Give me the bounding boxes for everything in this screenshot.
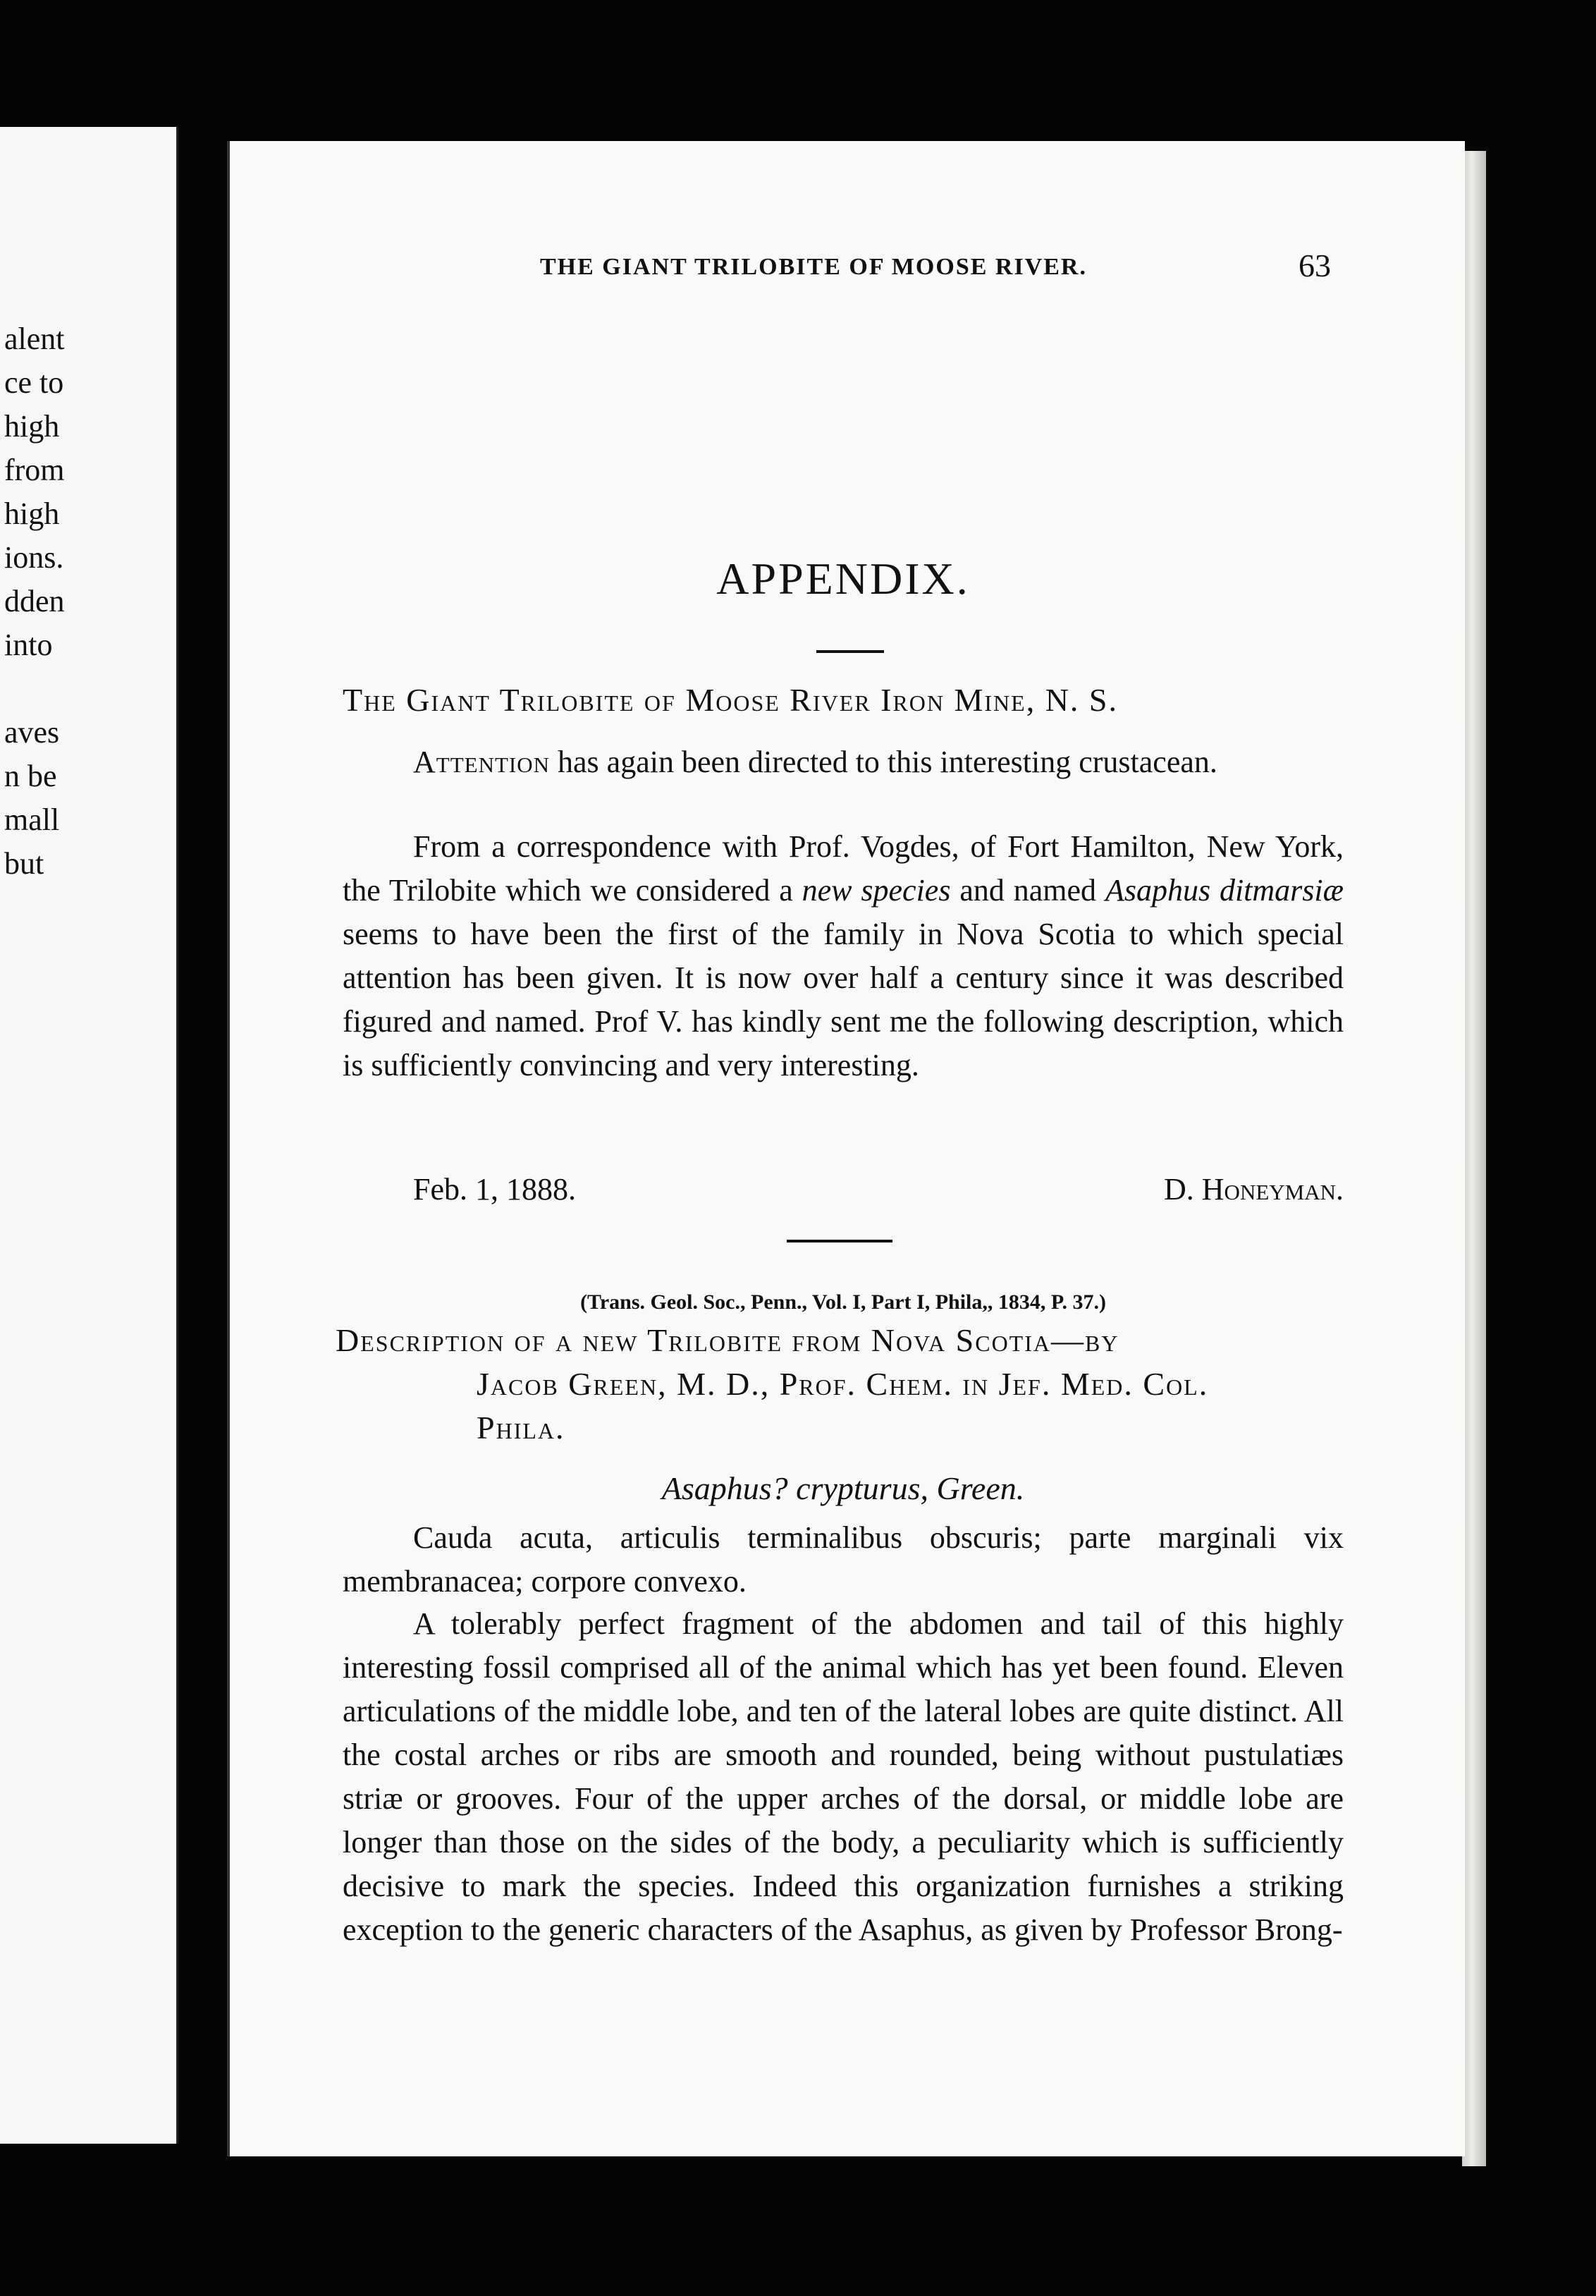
- running-head: THE GIANT TRILOBITE OF MOOSE RIVER.: [540, 254, 1087, 280]
- book-page: [227, 141, 1465, 2156]
- facing-line-gap: [4, 667, 65, 711]
- facing-line: alent: [4, 322, 65, 356]
- heading-line: Jacob Green, M. D., Prof. Chem. in Jef. Med. Col.: [477, 1366, 1209, 1402]
- species-name: Asaphus ditmarsiæ: [1105, 873, 1344, 908]
- paragraph-text: From a correspondence with Prof. Vogdes, of Fort Hamilton, New York, the Trilobite which we considered a: [343, 829, 1344, 908]
- date: Feb. 1, 1888.: [413, 1172, 576, 1207]
- facing-page: [0, 127, 178, 2144]
- paragraph-correspondence: [343, 825, 1344, 1087]
- signoff: [413, 1168, 1344, 1211]
- facing-page-text: [4, 317, 65, 886]
- facing-line: dden: [4, 584, 65, 618]
- paragraph-text: seems to have been the first of the family in Nova Scotia to which special attention has been given. It is now over half a century since it was described figured and named. Prof V. has kindly sent me the following description, which is sufficiently convincing and very interesting.: [343, 917, 1344, 1082]
- signature: D. Honeyman.: [1164, 1172, 1344, 1207]
- facing-line: aves: [4, 715, 60, 750]
- italic-text: new species: [802, 873, 951, 908]
- heading-line: Description of a new Trilobite from Nova Scotia—by: [336, 1322, 1119, 1358]
- facing-line: ions.: [4, 540, 64, 575]
- facing-line: high: [4, 496, 60, 531]
- facing-line: into: [4, 628, 53, 662]
- citation: (Trans. Geol. Soc., Penn., Vol. I, Part I, Phila,, 1834, P. 37.): [580, 1290, 1106, 1314]
- facing-line: but: [4, 846, 44, 881]
- paragraph-text: Cauda acuta, articulis terminalibus obscuris; parte marginali vix membranacea; corpore convexo.: [343, 1520, 1344, 1599]
- latin-diagnosis: [343, 1516, 1344, 1604]
- paragraph-attention: [343, 740, 1344, 784]
- title-rule: [816, 650, 884, 653]
- page-number: 63: [1299, 248, 1331, 283]
- facing-line: mall: [4, 802, 60, 837]
- description-heading: [336, 1319, 1351, 1450]
- species-heading: Asaphus? crypturus, Green.: [661, 1470, 1025, 1506]
- facing-line: n be: [4, 759, 57, 793]
- facing-line: ce to: [4, 365, 64, 400]
- appendix-title: APPENDIX.: [716, 554, 970, 604]
- page-edge: [1462, 151, 1486, 2166]
- heading-line: Phila.: [477, 1410, 565, 1446]
- facing-line: from: [4, 453, 65, 487]
- article-title: The Giant Trilobite of Moose River Iron Mine, N. S.: [343, 682, 1119, 718]
- lead-word: Attention: [413, 745, 551, 779]
- description-body: [343, 1602, 1344, 1952]
- facing-line: high: [4, 409, 60, 444]
- paragraph-text: and named: [950, 873, 1105, 908]
- paragraph-text: A tolerably perfect fragment of the abdomen and tail of this highly interesting fossil comprised all of the animal which has yet been found. Eleven articulations of the middle lobe, and ten of the lateral lobes are quite distinct. All the costal arches or ribs are smooth and rounded, being without pustulatiæs striæ or grooves. Four of the upper arches of the dorsal, or middle lobe are longer than those on the sides of the body, a peculiarity which is sufficiently decisive to mark the species. Indeed this organization furnishes a striking exception to the generic characters of the Asaphus, as given by Professor Brong-: [343, 1606, 1344, 1947]
- section-rule: [787, 1240, 892, 1242]
- paragraph-text: has again been directed to this interesting crustacean.: [550, 745, 1217, 779]
